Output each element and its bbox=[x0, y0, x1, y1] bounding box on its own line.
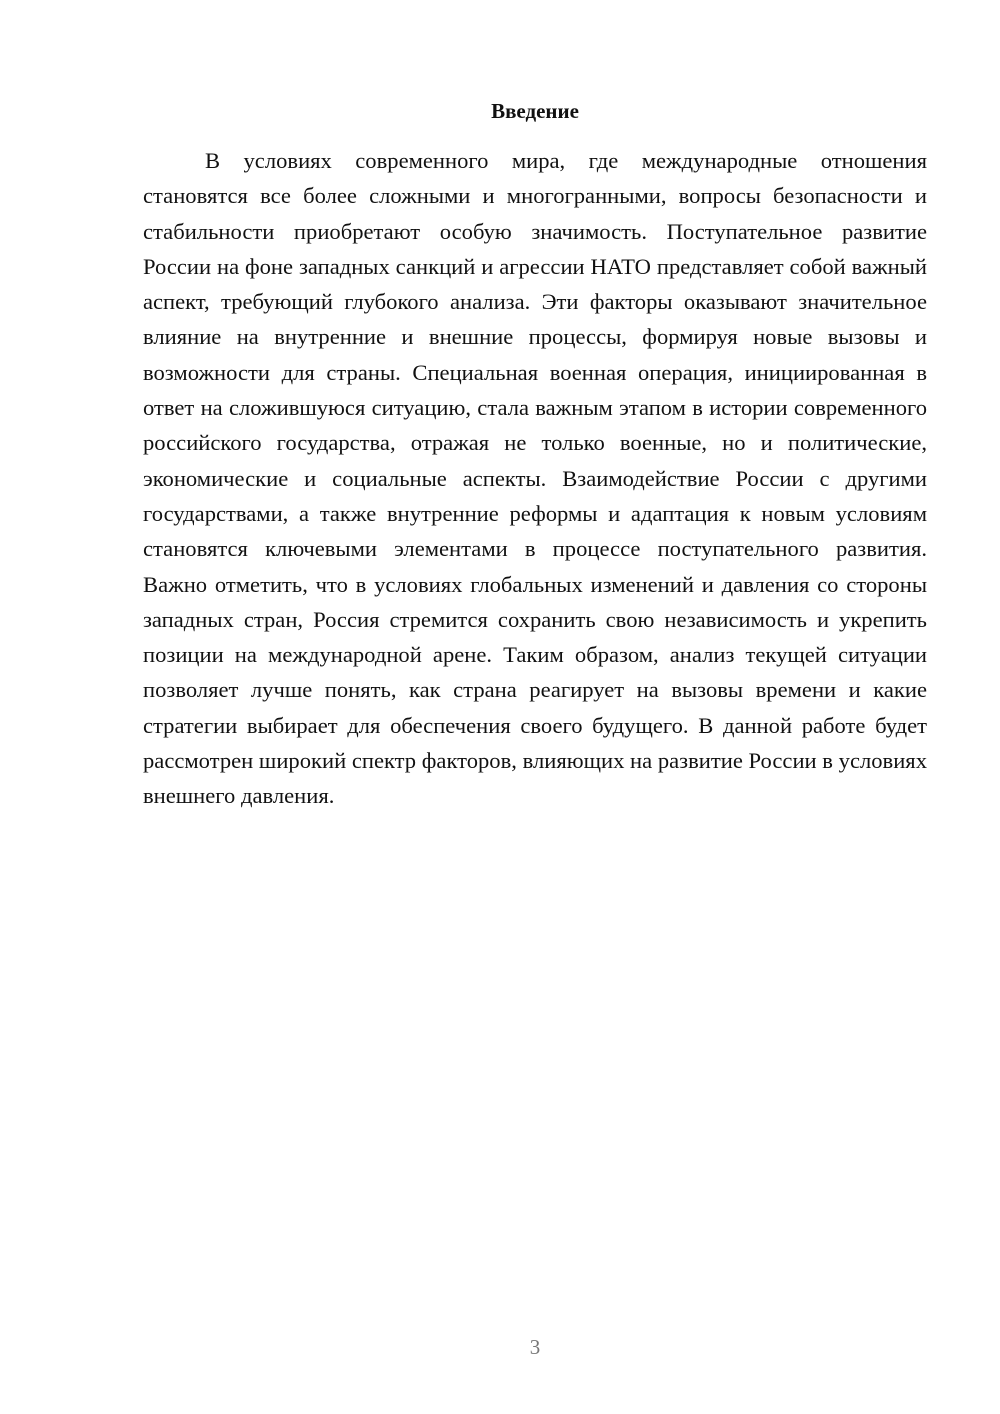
page-number: 3 bbox=[529, 1335, 541, 1359]
page-heading: Введение bbox=[491, 99, 579, 123]
intro-paragraph: В условиях современного мира, где международные отношения становятся все более сложными и многогранными, вопросы безопасности и стабильности приобретают особую значимость. Поступательное развитие России на фоне западных санкций и агрессии НАТО представляет собой важный аспект, требующий глубокого анализа. Эти факторы оказывают значительное влияние на внутренние и внешние процессы, формируя новые вызовы и возможности для страны. Специальная военная операция, инициированная в ответ на сложившуюся ситуацию, стала важным этапом в истории современного российского государства, отражая не только военные, но и политические, экономические и социальные аспекты. Взаимодействие России с другими государствами, а также внутренние реформы и адаптация к новым условиям становятся ключевыми элементами в процессе поступательного развития. Важно отметить, что в условиях глобальных изменений и давления со стороны западных стран, Россия стремится сохранить свою независимость и укрепить позиции на международной арене. Таким образом, анализ текущей ситуации позволяет лучше понять, как страна реагирует на вызовы времени и какие стратегии выбирает для обеспечения своего будущего. В данной работе будет рассмотрен широкий спектр факторов, влияющих на развитие России в условиях внешнего давления. bbox=[143, 148, 927, 809]
